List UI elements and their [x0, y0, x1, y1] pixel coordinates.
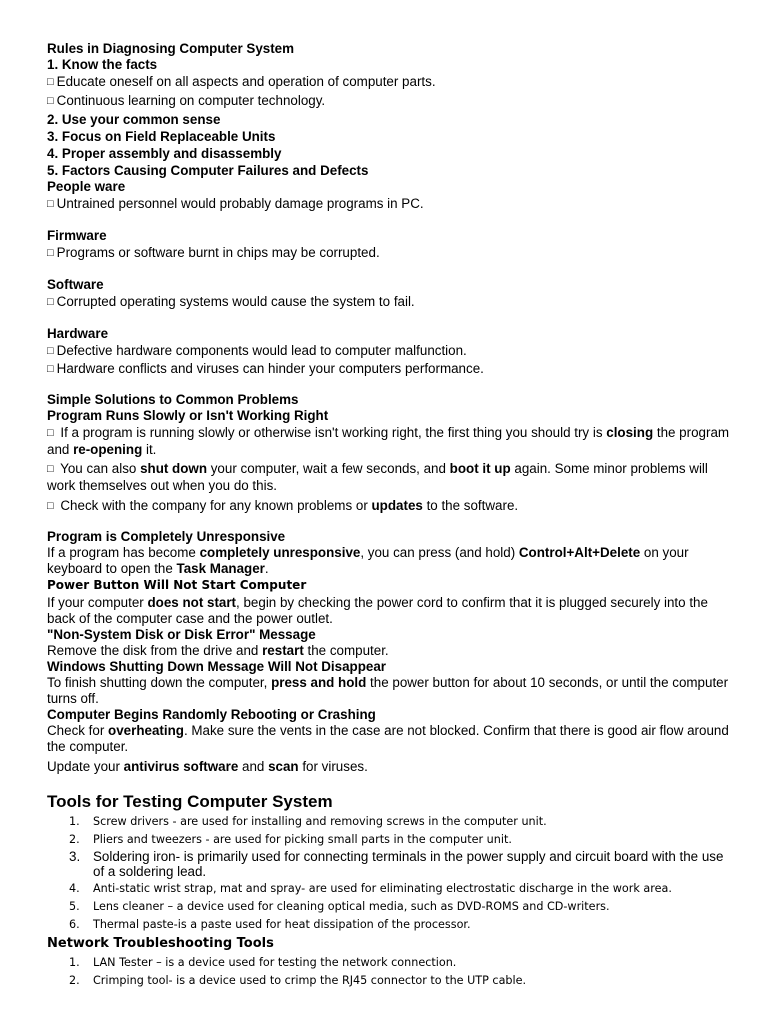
problem-heading: Windows Shutting Down Message Will Not Disappear: [47, 659, 387, 674]
tools-heading: Tools for Testing Computer System: [47, 792, 333, 811]
bullet-item: □ You can also shut down your computer, wait a few seconds, and boot it up again. Some minor problems will work themselves out when you do this.: [47, 461, 737, 494]
paragraph: Remove the disk from the drive and restart the computer.: [47, 643, 389, 658]
tools-list: [47, 813, 737, 934]
paragraph: If your computer does not start, begin by checking the power cord to confirm that it is plugged securely into the back of the computer case and the power outlet.: [47, 595, 708, 626]
bullet-item: □ Programs or software burnt in chips may be corrupted.: [47, 245, 737, 262]
document-page: [47, 41, 737, 990]
paragraph: If a program has become completely unresponsive, you can press (and hold) Control+Alt+Delete on your keyboard to open the Task Manager.: [47, 545, 689, 576]
factor-heading: People ware: [47, 179, 126, 194]
rule-heading: 2. Use your common sense: [47, 112, 221, 127]
list-item: 3. Soldering iron- is primarily used for connecting terminals in the power supply and circuit board with the use of a soldering lead.: [69, 849, 724, 879]
problem-heading: Program is Completely Unresponsive: [47, 529, 286, 544]
list-item: 2. Crimping tool- is a device used to crimp the RJ45 connector to the UTP cable.: [69, 974, 527, 987]
list-item: 4. Anti-static wrist strap, mat and spray- are used for eliminating electrostatic discharge in the work area.: [69, 882, 672, 895]
bullet-item: □ Defective hardware components would lead to computer malfunction.: [47, 343, 737, 360]
bullet-item: □ Educate oneself on all aspects and operation of computer parts.: [47, 74, 737, 91]
bullet-item: □ Continuous learning on computer technology.: [47, 93, 737, 110]
section-title: Rules in Diagnosing Computer System: [47, 41, 295, 56]
bullet-item: □ Hardware conflicts and viruses can hinder your computers performance.: [47, 361, 737, 378]
rule-heading: 1. Know the facts: [47, 57, 158, 72]
list-item: 2. Pliers and tweezers - are used for picking small parts in the computer unit.: [69, 833, 512, 846]
list-item: 5. Lens cleaner – a device used for cleaning optical media, such as DVD-ROMS and CD-writers.: [69, 900, 610, 913]
problem-heading: Program Runs Slowly or Isn't Working Right: [47, 408, 329, 423]
list-item: 1. LAN Tester – is a device used for testing the network connection.: [69, 956, 457, 969]
rule-heading: 4. Proper assembly and disassembly: [47, 146, 282, 161]
bullet-item: □ Corrupted operating systems would cause the system to fail.: [47, 294, 737, 311]
problem-heading: "Non-System Disk or Disk Error" Message: [47, 627, 316, 642]
list-item: 1. Screw drivers - are used for installing and removing screws in the computer unit.: [69, 815, 547, 828]
bullet-item: □ Untrained personnel would probably damage programs in PC.: [47, 196, 737, 213]
paragraph: To finish shutting down the computer, press and hold the power button for about 10 seconds, or until the computer turns off.: [47, 675, 729, 706]
factor-heading: Software: [47, 277, 104, 292]
paragraph: Check for overheating. Make sure the vents in the case are not blocked. Confirm that there is good air flow around the computer.: [47, 723, 729, 754]
list-item: 6. Thermal paste-is a paste used for heat dissipation of the processor.: [69, 918, 471, 931]
factor-heading: Firmware: [47, 228, 107, 243]
network-heading: Network Troubleshooting Tools: [47, 936, 274, 951]
factor-heading: Hardware: [47, 326, 109, 341]
rule-heading: 3. Focus on Field Replaceable Units: [47, 129, 276, 144]
problem-heading: Computer Begins Randomly Rebooting or Crashing: [47, 707, 376, 722]
section-title: Simple Solutions to Common Problems: [47, 392, 299, 407]
bullet-item: □ Check with the company for any known problems or updates to the software.: [47, 498, 737, 515]
bullet-item: □ If a program is running slowly or otherwise isn't working right, the first thing you should try is closing the program and re-opening it.: [47, 425, 737, 458]
network-list: [47, 954, 737, 990]
paragraph: Update your antivirus software and scan for viruses.: [47, 759, 368, 774]
rule-heading: 5. Factors Causing Computer Failures and Defects: [47, 163, 369, 178]
problem-heading: Power Button Will Not Start Computer: [47, 578, 307, 592]
